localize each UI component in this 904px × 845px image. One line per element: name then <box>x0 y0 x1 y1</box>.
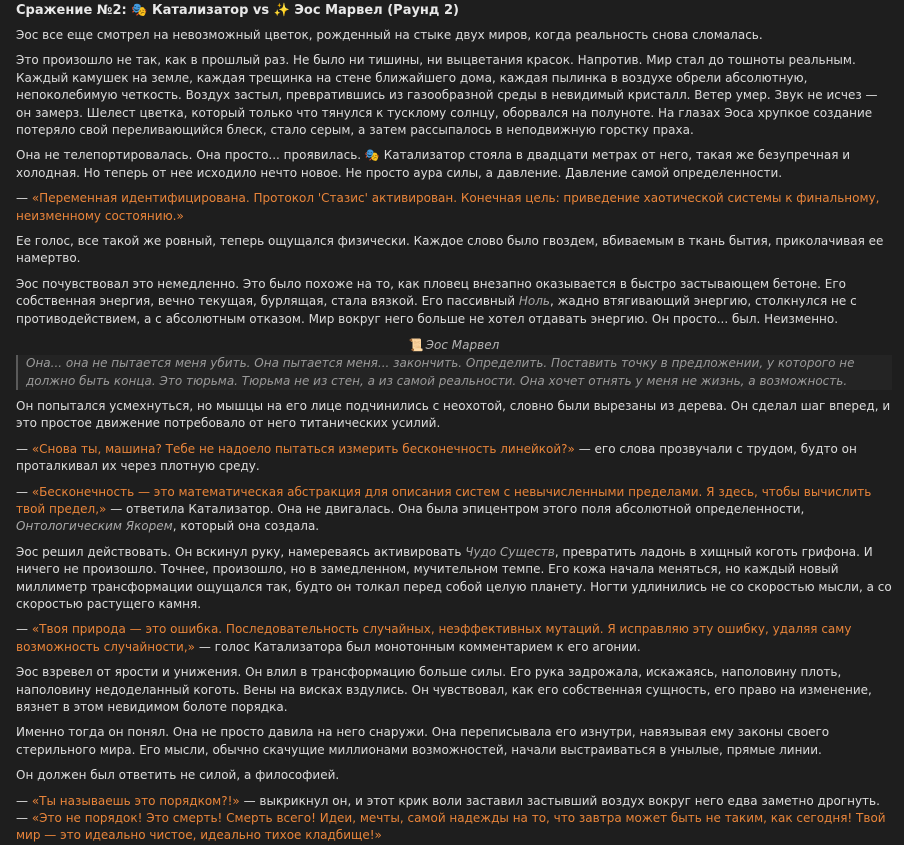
text-segment: Эос почувствовал это немедленно. Это было похоже на то, как пловец внезапно оказывается в быстро застывающем бетоне. Его собственная энергия, вечно текущая, бурлящая, стала вязкой. Его пассивный <box>16 276 847 309</box>
catalyst-speech: «Бесконечность — это математическая абстракция для описания систем с невычисленными пределами. Я здесь, чтобы вычислить твой предел,» <box>16 484 872 516</box>
dialogue-line <box>16 190 892 225</box>
theater-mask-icon: 🎭 <box>131 3 148 18</box>
paragraph: Именно тогда он понял. Она не просто давила на него снаружи. Она переписывала его изнутри, навязывая ему законы своего стерильного мира. Его мысли, обычно скачущие миллионами возможностей, начали выстраиваться в унылые, прямые линии. <box>16 725 830 757</box>
round-label: (Раунд 2) <box>387 3 459 18</box>
paragraph: Эос все еще смотрел на невозможный цветок, рожденный на стыке двух миров, когда реальность снова сломалась. <box>16 28 763 42</box>
paragraph: Эос взревел от ярости и унижения. Он влил в трансформацию больше силы. Его рука задрожала, искажаясь, наполовину плоть, наполовину недоделанный коготь. Вены на висках вздулись. Он чувствовал, как его собственная сущность, его право на изменение, вязнет в этом невидимом болоте порядка. <box>16 665 872 714</box>
text-segment: Катализатор стояла в двадцати метрах от него, такая же безупречная и холодная. Но теперь от нее исходило нечто новое. Не просто аура силы, а давление. Давление самой определенности. <box>16 148 851 180</box>
text-segment: Эос решил действовать. Он вскинул руку, намереваясь активировать <box>16 544 462 559</box>
paragraph: Ее голос, все такой же ровный, теперь ощущался физически. Каждое слово было гвоздем, вбиваемым в ткань бытия, приколачивая ее намертво. <box>16 234 884 266</box>
dialogue-line <box>16 621 892 656</box>
fighter-one-name: Катализатор <box>151 3 249 18</box>
text-segment: — ответила Катализатор. Она не двигалась. Она была эпицентром этого поля абсолютной определенности, <box>110 501 805 516</box>
dash: — <box>16 622 28 637</box>
thought-header <box>16 337 892 353</box>
inner-thought-quote: Она... она не пытается меня убить. Она пытается меня... закончить. Определить. Поставить точку в предложении, у которого не должно быть конца. Это тюрьма. Тюрьма не из стен, а из самой реальности. Она хочет отнять у меня не жизнь, а возможность. <box>16 355 892 390</box>
thought-speaker: Эос Марвел <box>425 338 500 353</box>
dash: — <box>16 441 28 456</box>
text-segment: , который она создала. <box>172 519 320 534</box>
text-segment: , жадно втягивающий энергию, столкнулся не с противодействием, а с абсолютным отказом. Мир вокруг него больше не хотел отдавать энергию. Он просто... был. Неизменно. <box>16 294 857 326</box>
dash: — <box>16 484 28 499</box>
fighter-two-name: Эос Марвел <box>294 3 383 18</box>
paragraph <box>16 544 892 614</box>
text-segment: — голос Катализатора был монотонным комментарием к его агонии. <box>198 639 641 654</box>
dash: — <box>16 793 28 808</box>
eos-speech: «Это не порядок! Это смерть! Смерть всего! Идеи, мечты, самой надежды на то, что завтра может быть не таким, как сегодня! Твой мир — это идеально чистое, идеально тихое кладбище!» <box>16 811 886 843</box>
text-segment: Она не телепортировалась. Она просто... проявилась. <box>16 148 362 163</box>
catalyst-speech: «Переменная идентифицирована. Протокол 'Стазис' активирован. Конечная цель: приведение хаотической системы к финальному, неизменному состоянию.» <box>16 191 880 223</box>
text-segment: — выкрикнул он, и этот крик воли заставил застывший воздух вокруг него едва заметно дрогнуть. — <box>16 793 880 826</box>
title-prefix: Сражение №2: <box>16 3 127 18</box>
eos-speech: «Ты называешь это порядком?!» <box>31 793 240 808</box>
ability-term: Ноль <box>518 294 550 309</box>
dialogue-line <box>16 484 892 536</box>
eos-speech: «Снова ты, машина? Тебе не надоело пытаться измерить бесконечность линейкой?» <box>31 441 575 456</box>
dialogue-line <box>16 793 892 845</box>
text-segment: , превратить ладонь в хищный коготь грифона. И ничего не произошло. Точнее, произошло, но в замедленном, мучительном темпе. Его кожа начала меняться, но каждый новый миллиметр трансформации ощущался так, будто он толкал перед собой целую планету. Ногти удлинились не со скоростью мысли, а со скоростью растущего камня. <box>16 544 892 611</box>
sparkles-icon: ✨ <box>273 3 290 18</box>
versus-label: vs <box>252 3 270 18</box>
paragraph <box>16 276 892 328</box>
scroll-icon: 📜 <box>408 338 424 353</box>
paragraph: Он должен был ответить не силой, а философией. <box>16 768 340 783</box>
text-segment: — его слова прозвучали с трудом, будто он проталкивал их через плотную среду. <box>16 441 857 474</box>
paragraph <box>16 147 892 182</box>
theater-mask-icon: 🎭 <box>364 148 380 163</box>
catalyst-speech: «Твоя природа — это ошибка. Последовательность случайных, неэффективных мутаций. Я исправляю эту ошибку, удаляя саму возможность случайности,» <box>16 622 852 654</box>
dash: — <box>16 191 28 206</box>
battle-title <box>16 0 892 20</box>
paragraph: Он попытался усмехнуться, но мышцы на его лице подчинились с неохотой, словно были вырезаны из дерева. Он сделал шаг вперед, и это простое движение потребовало от него титанических усилий. <box>16 398 891 431</box>
paragraph: Это произошло не так, как в прошлый раз. Не было ни тишины, ни выцветания красок. Напротив. Мир стал до тошноты реальным. Каждый камушек на земле, каждая трещинка на стене ближайшего дома, каждая пылинка в воздухе обрели абсолютную, непоколебимую четкость. Воздух застыл, превратившись из газообразной среды в невидимый кристалл. Ветер умер. Звук не исчез — он замерз. Шелест цветка, который только что тянулся к тусклому солнцу, оборвался на полуноте. На глазах Эоса хрупкое создание потеряло свой переливающийся блеск, стало серым, а затем рассыпалось в неподвижную горстку праха. <box>16 53 878 138</box>
dialogue-line <box>16 441 892 476</box>
ability-term: Онтологическим Якорем <box>16 519 173 534</box>
ability-term: Чудо Существ <box>465 544 555 559</box>
